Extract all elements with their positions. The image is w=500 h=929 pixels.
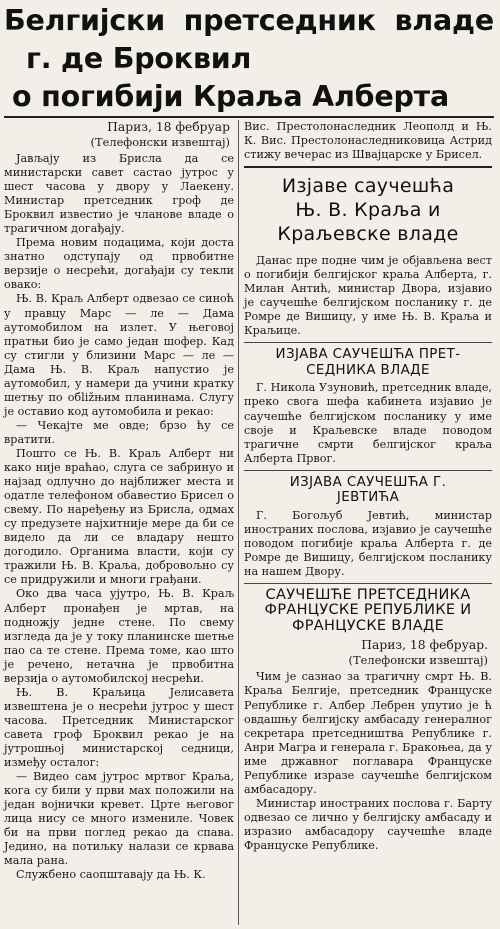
heading-line: Њ. В. Краља и [295,199,441,222]
heading-line: САУЧЕШЋЕ ПРЕТСЕДНИКА [265,586,471,603]
source-note: (Телефонски извештај) [90,134,230,149]
article-paragraph: — Чекајте ме овде; брзо ћу се вратити. [4,418,234,446]
source-note: (Телефонски извештај) [348,652,488,667]
headline-rule [4,116,494,118]
heading-line: Изјаве саучешћа [281,175,455,198]
dateline: Париз, 18 фебруар [107,120,230,134]
section-rule [244,583,492,584]
dateline: Париз, 18 фебруар. [361,638,488,653]
article-paragraph: Г. Богољуб Јевтић, министар иностраних послова, изјавио је саучешће поводом погибије краља Алберта г. де Ромре де Вишицу, белгијском посланику на нашем Двору. [244,508,492,578]
article-paragraph: Службено саопштавају да Њ. К. [16,868,206,882]
headline-line-1: Белгијски претседник владе [4,4,494,37]
section-heading [244,347,492,378]
heading-line: ИЗЈАВА САУЧЕШЋА Г. [289,474,447,490]
article-paragraph: Пошто се Њ. В. Краљ Алберт ни како није враћао, слуга се забринуо и најзад одлучно до најближег места и одатле телефоном обавестио Брисел о свему. По наређењу из Брисла, одмах су предузете најхитније мере да би се видело да ли се владару нешто догодило. Органима власти, који су тражили Њ. В. Краља, добровољно су се придружили и многи грађани. [4,446,234,587]
heading-line: ЈЕВТИЋА [336,490,400,506]
right-column [244,120,492,853]
section-rule [244,470,492,471]
heading-line: ИЗЈАВА САУЧЕШЋА ПРЕТ- [275,347,461,363]
heading-line: ФРАНЦУСКЕ РЕПУБЛИКЕ И [264,602,472,619]
heading-line: Краљевске владе [277,223,459,246]
article-paragraph: Данас пре подне чим је објављена вест о погибији белгијског краља Алберта, г. Милан Антић, министар Двора, изјавио је саучешће белгијском посланику г. де Ромре де Вишицу, у име Њ. В. Краља и Краљице. [244,254,492,338]
article-paragraph: Око два часа ујутро, Њ. В. Краљ Алберт пронађен је мртав, на подножју једне стене. По свему изгледа да је у току планинске шетње пао са те стене. Према томе, као што је речено, нетачна је првобитна верзија о аутомобилској несрећи. [4,587,234,685]
section-heading [244,588,492,635]
section-rule [244,342,492,343]
headline-line-2: г. де Броквил [26,42,252,75]
section-heading [244,174,492,246]
section-heading [244,475,492,506]
article-paragraph: Министар иностраних послова г. Барту одвезао се лично у белгијску амбасаду и изразио амбасадору саучешће владе Француске Републике. [244,796,492,852]
headline [4,2,494,116]
section-rule [244,166,492,168]
article-paragraph: Јављају из Брисла да се министарски савет састао јутрос у шест часова у двору у Лаекену. Министар претседник гроф де Броквил известио је чланове владе о трагичном догађају. [4,152,234,236]
article-paragraph: Према новим подацима, који доста знатно одступају од првобитне верзије о несрећи, догађаји су текли овако: [4,236,234,292]
article-paragraph: Њ. В. Краљ Алберт одвезао се синоћ у правцу Марс — ле — Дама аутомобилом на излет. У његовој пратњи био је само један шофер. Кад су стигли у близини Марс — ле — Дама Њ. В. Краљ напустио је аутомобил, у намери да учини кратку шетњу по обližњим планинама. Слугу је оставио код аутомобила и рекао: [4,292,234,418]
article-paragraph: Г. Никола Узуновић, претседник владе, преко свога шефа кабинета изјавио је саучешће белгијском посланику у име своје и Краљевске владе поводом трагичне смрти белгијског краља Алберта Првог. [244,381,492,465]
heading-line: СЕДНИКА ВЛАДЕ [306,362,430,378]
column-divider [238,120,239,925]
article-paragraph: Њ. В. Краљица Јелисавета извештена је о несрећи јутрос у шест часова. Претседник Министарског савета гроф Броквил рекао је на јутрошњој министарској седници, између осталог: [4,685,234,770]
heading-line: ФРАНЦУСКЕ ВЛАДЕ [291,617,445,634]
left-column [4,120,234,882]
article-paragraph: Чим је сазнао за трагичну смрт Њ. В. Краља Белгије, претседник Француске Републике г. Албер Лебрен упутио је ћ овдашњу белгијску амбасаду генералног секретара претседништва Републике г. Анри Магра и генерала г. Бракоњеа, да у име државног поглавара Француске Републике изразе саучешће белгијском амбасадору. [244,670,492,796]
article-paragraph: Вис. Престолонаследник Леополд и Њ. К. Вис. Престолонаследниковица Астрид стижу вечерас из Швајцарске у Брисел. [244,120,492,162]
article-paragraph: — Видео сам јутрос мртвог Краља, кога су били у први мах положили на један војнички кревет. Црте његовог лица нису се много измениле. Човек би на први поглед рекао да спава. Једино, на потиљку налази се крвава мала рана. [4,770,234,868]
headline-line-3: о погибији Краља Алберта [12,80,450,113]
